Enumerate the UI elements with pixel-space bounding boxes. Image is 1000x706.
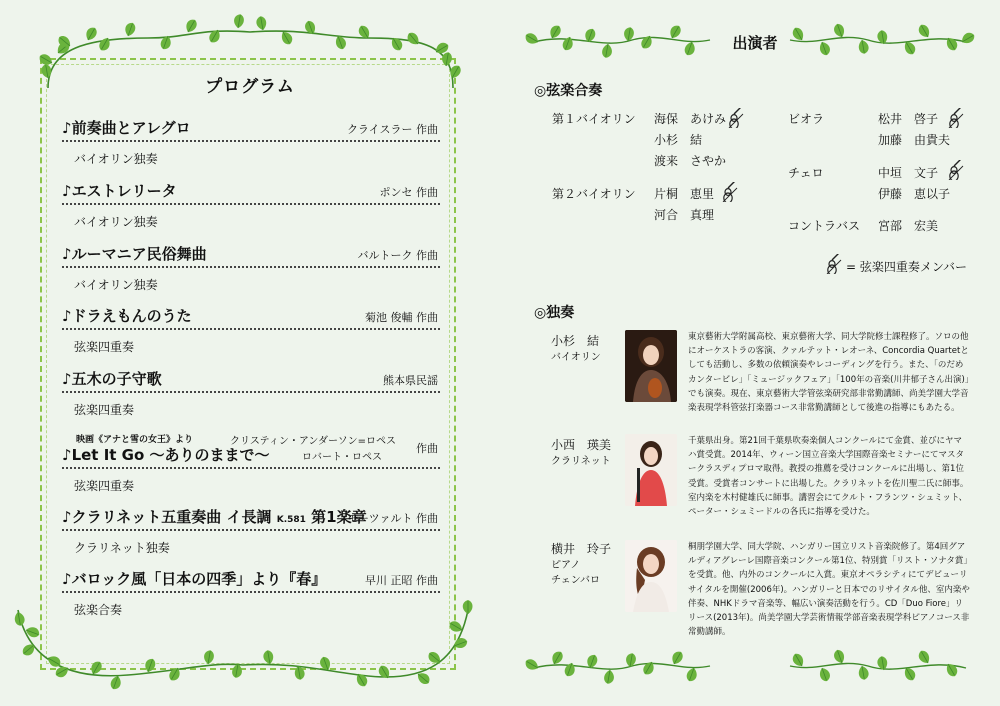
soloist-name: 小杉 結	[551, 334, 600, 348]
soloist-bio: 桐朋学園大学、同大学院、ハンガリー国立リスト音楽院修了。第4回グアルディアグレーレ国際音楽コンクール第1位、特別賞「リスト・ソナタ賞」を受賞。他、内外のコンクールに入賞。東京オペラシティにてデビューリサイタルを開催(2006年)。ハンガリーと日本でのリサイタル他、室内楽や伴奏、NHKドラマ音楽等、幅広い演奏活動を行う。CD「Duo Fiore」リリース(2013年)。尚美学園大学芸術情報学部音楽表現学科ピアノコース非常勤講師。	[688, 542, 970, 638]
performance-type: バイオリン独奏	[74, 215, 158, 229]
performer-name: 中垣 文子	[878, 166, 939, 180]
performance-type: バイオリン独奏	[74, 152, 158, 166]
soloist-photo	[625, 540, 677, 612]
violin-icon	[948, 160, 966, 180]
composer: モーツァルト 作曲	[347, 512, 438, 525]
performer-name: 渡来 さやか	[654, 154, 727, 168]
composer: ポンセ 作曲	[379, 186, 438, 199]
performer-name: 松井 啓子	[878, 112, 939, 126]
violin-icon	[826, 254, 844, 274]
soloist-name: 小西 瑛美	[551, 438, 612, 452]
performer-name: 片桐 恵里	[654, 187, 715, 201]
piece-pretitle: 映画《アナと雪の女王》より	[76, 435, 194, 445]
program-item	[62, 118, 440, 167]
piece-title: ♪エストレリータ	[62, 182, 177, 200]
header-vine-right	[788, 28, 968, 54]
performer-name: 伊藤 恵以子	[878, 187, 951, 201]
soloist-role: バイオリン	[551, 352, 601, 363]
bass-label: コントラバス	[788, 219, 861, 233]
program-item	[62, 244, 440, 293]
composer-suffix: 作曲	[416, 442, 438, 455]
program-item	[62, 507, 440, 556]
solo-heading: ◎独奏	[534, 305, 575, 321]
program-item	[62, 569, 440, 618]
soloist-role: ピアノ	[551, 560, 581, 571]
program-title: プログラム	[205, 77, 295, 97]
violin-icon	[722, 182, 740, 202]
program-item	[62, 181, 440, 230]
piece-title: ♪ルーマニア民俗舞曲	[62, 245, 207, 263]
performer-name: 小杉 結	[654, 133, 703, 147]
viola-label: ビオラ	[788, 112, 825, 126]
performance-type: バイオリン独奏	[74, 278, 158, 292]
performers-title: 出演者	[732, 34, 778, 52]
soloist-photo	[625, 434, 677, 506]
soloist-photo	[625, 330, 677, 402]
violin1-label: 第１バイオリン	[552, 112, 636, 126]
performer-name: 宮部 宏美	[878, 219, 939, 233]
piece-title: ♪クラリネット五重奏曲 イ長調 K.581 第1楽章	[62, 508, 367, 526]
performer-name: 加藤 由貴夫	[878, 133, 951, 147]
soloist-bio: 千葉県出身。第21回千葉県吹奏楽個人コンクールにて金賞、並びにヤマハ賞受賞。2014年、ウィーン国立音楽大学国際音楽セミナーにてマスタークラスディプロマ取得。教授の推薦を受けコンクールに出場し、第1位受賞。受賞者コンサートに出場した。クラリネットを佐川聖二氏に師事。室内楽を木村健雄氏に師事。講習会にてクルト・フランツ・シュミット、ペーター・シュミードルの各氏に指導を受けた。	[688, 436, 969, 518]
soloist-role2: チェンバロ	[551, 575, 600, 586]
performance-type: 弦楽合奏	[74, 603, 123, 617]
composer: バルトーク 作曲	[357, 249, 438, 262]
piece-title: ♪Let It Go ～ありのままで～	[62, 446, 270, 464]
performance-type: 弦楽四重奏	[74, 403, 135, 417]
composer: 熊本県民謡	[383, 374, 438, 387]
piece-title: ♪ドラえもんのうた	[62, 307, 192, 325]
piece-title: ♪五木の子守歌	[62, 370, 162, 388]
composer-line2: ロバート・ロペス	[302, 452, 382, 463]
composer: 菊池 俊輔 作曲	[365, 311, 438, 324]
soloist-name: 横井 玲子	[551, 542, 612, 556]
soloist-bio: 東京藝術大学附属高校、東京藝術大学、同大学院修士課程修了。ソロの他にオーケストラの客演、クァルテット・レオーネ、Concordia Quartetとしても活動し、多数の依頼演奏やレコーディングを行う。また、「のだめカンタービレ」「ミュージックフェア」「100年の音楽(川井郁子さん出演)」でも演奏。現在、東京藝術大学管弦楽研究部非常勤講師、尚美学園大学音楽表現学科管弦打楽器コース非常勤講師として後進の指導にもあたる。	[688, 332, 970, 414]
ensemble-heading: ◎弦楽合奏	[534, 83, 603, 99]
piece-title: ♪バロック風「日本の四季」より『春』	[62, 570, 327, 588]
program-item	[62, 306, 440, 355]
violin-icon	[728, 108, 746, 128]
piece-title: ♪前奏曲とアレグロ	[62, 119, 191, 137]
composer: クライスラー 作曲	[346, 123, 438, 136]
footer-vine-right	[788, 654, 968, 680]
performance-type: 弦楽四重奏	[74, 479, 135, 493]
cello-label: チェロ	[788, 166, 824, 180]
soloist-role: クラリネット	[551, 456, 611, 467]
footer-vine-left	[532, 654, 712, 680]
program-item	[62, 369, 440, 418]
performer-name: 海保 あけみ	[654, 112, 727, 126]
header-vine-left	[532, 28, 712, 54]
performance-type: クラリネット独奏	[74, 541, 170, 555]
program-item	[62, 430, 440, 494]
composer-line1: クリスティン・アンダーソン=ロペス	[230, 436, 396, 447]
composer: 早川 正昭 作曲	[365, 574, 438, 587]
performance-type: 弦楽四重奏	[74, 340, 135, 354]
performer-name: 河合 真理	[654, 208, 715, 222]
violin2-label: 第２バイオリン	[552, 187, 636, 201]
quartet-legend: = 弦楽四重奏メンバー	[846, 260, 968, 274]
violin-icon	[948, 108, 966, 128]
